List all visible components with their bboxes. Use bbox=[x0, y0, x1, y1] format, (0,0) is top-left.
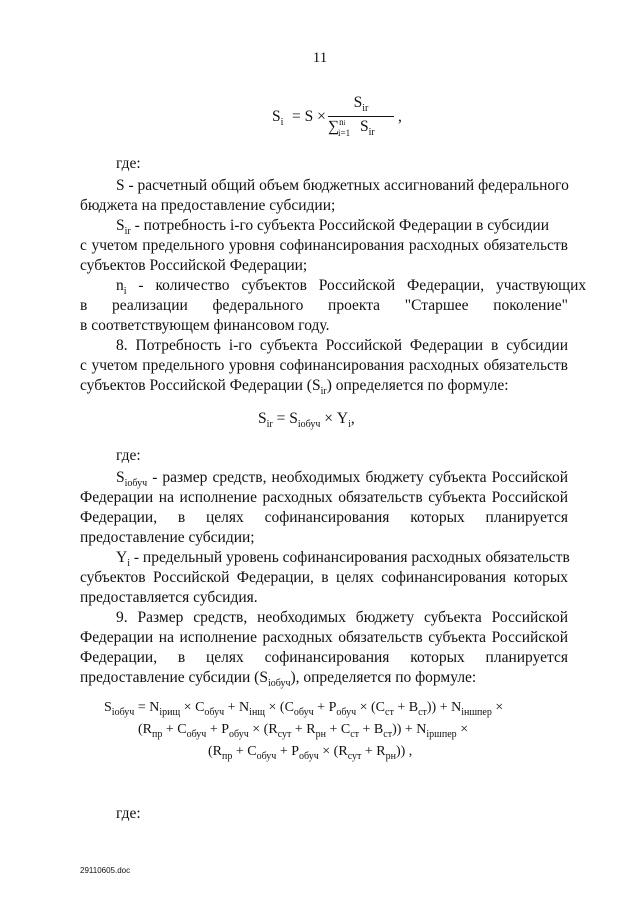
formula-subscript: ст bbox=[350, 729, 360, 740]
siobuch-line3: Федерации, в целях софинансирования которых планируется bbox=[80, 509, 568, 526]
para-sir-line3: субъектов Российской Федерации; bbox=[80, 257, 308, 274]
formula-text: × (R bbox=[248, 722, 278, 737]
formula-subscript: iншпер bbox=[461, 707, 492, 718]
formula-text: + C bbox=[232, 744, 257, 759]
formula-subscript: обуч bbox=[204, 707, 225, 718]
paragraph-8-line2: с учетом предельного уровня софинансирования расходных обязательств bbox=[80, 357, 568, 374]
para-n-line1: $n_i$ - количество субъектов Российской Федерации, участвующих bbox=[116, 277, 587, 297]
footer-filename: 29110605.doc bbox=[80, 866, 131, 875]
para-s-line1: S - расчетный общий объем бюджетных ассигнований федерального bbox=[116, 177, 569, 194]
formula-text: )) + N bbox=[392, 722, 427, 737]
formula-text: + R bbox=[291, 722, 316, 737]
formula-text: = N bbox=[134, 700, 160, 715]
paragraph-8-line1: 8. Потребность i-го субъекта Российской Федерации в субсидии bbox=[116, 337, 568, 354]
formula-3-row2 bbox=[138, 722, 468, 738]
siobuch-line2: Федерации на исполнение расходных обязательств субъекта Российской bbox=[80, 489, 568, 506]
where-label: где: bbox=[116, 447, 141, 464]
formula-subscript: пр bbox=[152, 729, 163, 740]
formula-text: (R bbox=[138, 722, 152, 737]
formula-subscript: обуч bbox=[229, 729, 249, 740]
formula-text: + R bbox=[361, 744, 386, 759]
formula-subscript: обуч bbox=[186, 729, 207, 740]
formula-text: × C bbox=[180, 700, 205, 715]
para-n-line2: в реализации федерального проекта "Старшее поколение" bbox=[80, 297, 568, 314]
formula-text: + C bbox=[162, 722, 187, 737]
formula-subscript: ст bbox=[383, 729, 393, 740]
formula-subscript: сут bbox=[347, 751, 362, 762]
formula-text: × (C bbox=[265, 700, 294, 715]
paragraph-9-line1: 9. Размер средств, необходимых бюджету субъекта Российской bbox=[116, 609, 568, 626]
formula-subscript: рн bbox=[385, 751, 396, 762]
formula-subscript: обуч bbox=[293, 707, 314, 718]
siobuch-line1: $S_{iобуч}$ - размер средств, необходимых бюджету субъекта Российской bbox=[116, 469, 568, 489]
formula-subscript: ст bbox=[385, 707, 394, 718]
where-label: где: bbox=[116, 155, 141, 172]
para-s-line2: бюджета на предоставление субсидии; bbox=[80, 197, 336, 214]
yi-line2: субъектов Российской Федерации, в целях софинансирования которых bbox=[80, 569, 568, 586]
formula-text: × bbox=[456, 722, 469, 737]
formula-subscript: сут bbox=[277, 729, 292, 740]
formula-text: )) , bbox=[395, 744, 413, 759]
formula-subscript: ст bbox=[418, 707, 427, 718]
formula-text: × (R bbox=[318, 744, 348, 759]
para-n-line3: в соответствующем финансовом году. bbox=[80, 317, 330, 334]
formula-subscript: iнщ bbox=[249, 707, 266, 718]
formula-subscript: рн bbox=[315, 729, 326, 740]
formula-text: + B bbox=[393, 700, 419, 715]
formula-text: + N bbox=[224, 700, 250, 715]
formula-text: S bbox=[104, 700, 112, 715]
formula-text: + P bbox=[276, 744, 300, 759]
formula-1-lhs: S bbox=[272, 108, 281, 125]
formula-text: )) + N bbox=[426, 700, 462, 715]
formula-subscript: iобуч bbox=[111, 707, 135, 718]
paragraph-9-line4: предоставление субсидии $(S_{iобуч})$, определяется по формуле: bbox=[80, 669, 477, 689]
formula-3-row1 bbox=[104, 700, 503, 716]
formula-subscript: iршпер bbox=[426, 729, 457, 740]
formula-text: × (C bbox=[356, 700, 386, 715]
formula-1-eq: = S × bbox=[292, 108, 326, 125]
page-number: 11 bbox=[312, 50, 328, 66]
yi-line3: предоставляется субсидия. bbox=[80, 589, 258, 606]
formula-text: + B bbox=[359, 722, 384, 737]
where-label: где: bbox=[116, 805, 141, 822]
fraction-bar bbox=[328, 116, 394, 117]
formula-subscript: обуч bbox=[256, 751, 277, 762]
formula-2: $S_{ir} = S_{iобуч} \times Y_i$, bbox=[258, 410, 355, 430]
paragraph-9-line3: Федерации, в целях софинансирования которых планируется bbox=[80, 649, 568, 666]
formula-3-row3 bbox=[208, 744, 412, 760]
formula-subscript: iрищ bbox=[159, 707, 181, 718]
formula-1: $S_i$ = S × $S_{ir}$ ∑$^{ni}$ i=1 $S_{ir}$ , bbox=[272, 94, 402, 138]
yi-line1: $Y_i$ - предельный уровень софинансирования расходных обязательств bbox=[116, 549, 570, 569]
para-sir-line1: $S_{ir}$ - потребность i-го субъекта Российской Федерации в субсидии bbox=[116, 217, 550, 237]
paragraph-8-line3: субъектов Российской Федерации $(S_{ir})$ определяется по формуле: bbox=[80, 377, 509, 397]
formula-text: (R bbox=[208, 744, 222, 759]
paragraph-9-line2: Федерации на исполнение расходных обязательств субъекта Российской bbox=[80, 629, 568, 646]
formula-subscript: пр bbox=[222, 751, 233, 762]
siobuch-line4: предоставление субсидии; bbox=[80, 529, 255, 546]
para-sir-line2: с учетом предельного уровня софинансирования расходных обязательств bbox=[80, 237, 568, 254]
formula-text: + C bbox=[325, 722, 351, 737]
formula-subscript: обуч bbox=[336, 707, 357, 718]
formula-text: + P bbox=[206, 722, 230, 737]
formula-text: × bbox=[491, 700, 504, 715]
formula-text: + P bbox=[313, 700, 337, 715]
formula-subscript: обуч bbox=[299, 751, 319, 762]
